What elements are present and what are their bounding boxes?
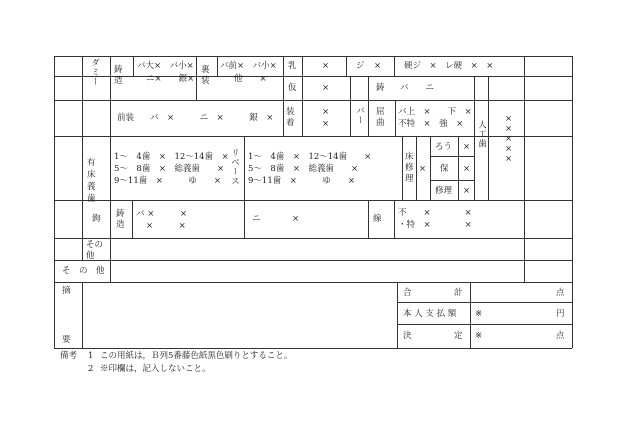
casting-values-1: バ大× バ小×	[137, 61, 194, 71]
decision-mark: ※	[475, 331, 483, 341]
denture-label: 有床義歯	[87, 158, 98, 204]
equip-label: 装着	[286, 107, 295, 129]
front-label: 前装	[117, 113, 135, 123]
ji-label: ジ	[356, 61, 365, 71]
notes-title: 備考	[60, 351, 78, 361]
ji-value: ×	[374, 61, 382, 71]
note-1-number: 1	[88, 351, 94, 361]
at-mark-5: ×	[505, 154, 513, 164]
decision-unit: 点	[556, 331, 565, 341]
other-inner-label: その他	[86, 240, 104, 261]
casting-values-2: ニ× 銀×	[146, 74, 195, 84]
fix-value: ×	[463, 186, 471, 196]
total-unit: 点	[556, 288, 565, 298]
note-2-number: 2	[88, 364, 94, 374]
wire-values-2: ・特 × ×	[398, 220, 472, 230]
insured-mark: ※	[475, 309, 483, 319]
equip-value-2: ×	[322, 119, 330, 129]
denture-right-row-1: 1～ 4歯 × 12～14歯 ×	[248, 152, 372, 162]
bar-label: バー	[354, 106, 365, 125]
equip-value-1: ×	[322, 107, 330, 117]
hook-casting-label: 鋳造	[116, 209, 125, 231]
note-1-text: この用紙は，Ｂ列5番藤色紙黒色刷りとすること。	[100, 351, 293, 361]
decision-label: 決 定	[403, 331, 463, 341]
keep-label: 保	[440, 164, 449, 174]
rebase-label: リベース	[229, 148, 240, 186]
insured-label: 本 人 支 払 額	[403, 309, 457, 319]
hook-ni-value: ×	[292, 214, 300, 224]
insured-unit: 円	[556, 309, 565, 319]
hook-ni-label: ニ	[252, 214, 261, 224]
at-mark-4: ×	[505, 144, 513, 154]
temp-value: ×	[322, 83, 330, 93]
wax-label: ろう	[435, 142, 453, 152]
back-values-1: バ前× バ小×	[220, 61, 277, 71]
casting-label: 鋳造	[114, 65, 123, 87]
remarks-label-top: 摘	[62, 286, 71, 296]
dummy-label: ダミー	[89, 58, 100, 87]
note-2-text: ※印欄は，記入しないこと。	[100, 364, 211, 374]
wire-label: 線	[373, 214, 382, 224]
at-mark-3: ×	[505, 134, 513, 144]
bend-values-2: 不特 × 強 ×	[398, 119, 464, 129]
bend-values-1: バ上 × 下 ×	[398, 107, 472, 117]
repair-value: ×	[419, 164, 427, 174]
wire-values-1: 不 × ×	[398, 208, 472, 218]
milk-value: ×	[322, 61, 330, 71]
denture-right-row-3: 9～11歯 × ゆ ×	[248, 176, 355, 186]
hook-values-2: × ×	[146, 221, 186, 231]
back-label: 裏装	[201, 65, 210, 87]
cast2-values: バ ニ	[400, 83, 435, 93]
hook-label: 鉤	[92, 214, 101, 224]
at-mark-1: ×	[505, 114, 513, 124]
remarks-label-bottom: 要	[62, 335, 71, 345]
denture-left-row-2: 5～ 8歯 × 総義歯 ×	[114, 164, 225, 174]
cast2-label: 鋳	[376, 83, 385, 93]
milk-label: 乳	[288, 61, 297, 71]
fix-label: 修理	[435, 186, 453, 196]
total-label: 合 計	[403, 288, 463, 298]
denture-left-row-3: 9～11歯 × ゆ ×	[114, 176, 221, 186]
hard-ji-values: 硬ジ × レ硬 × ×	[404, 61, 494, 71]
back-values-2: 他 ×	[234, 74, 267, 84]
temp-label: 仮	[288, 83, 297, 93]
denture-left-row-1: 1～ 4歯 × 12～14歯 ×	[114, 152, 229, 162]
bend-label: 屈曲	[376, 107, 385, 129]
wax-value: ×	[463, 142, 471, 152]
denture-right-row-2: 5～ 8歯 × 総義歯 ×	[248, 164, 359, 174]
at-mark-2: ×	[505, 124, 513, 134]
repair-label: 床修理	[405, 152, 414, 185]
other-outer-label: そ の 他	[62, 266, 105, 276]
hook-values-1: バ × ×	[136, 209, 187, 219]
artificial-teeth-label: 人工歯	[476, 120, 487, 149]
front-values: バ × ニ × 銀 ×	[150, 113, 274, 123]
keep-value: ×	[463, 164, 471, 174]
